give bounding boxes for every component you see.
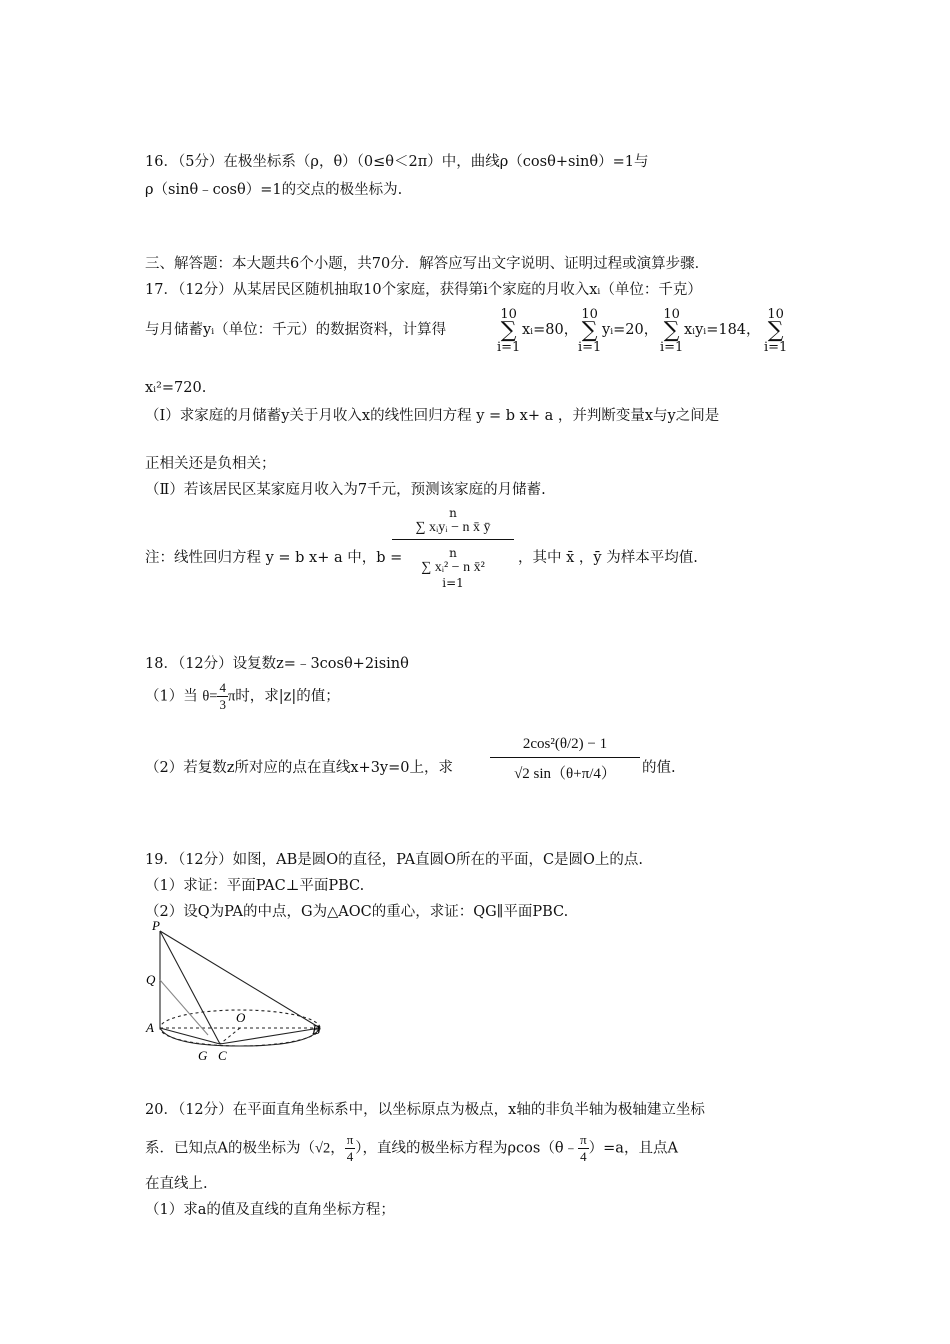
- q20-l2-mid: ），直线的极坐标方程为ρcos（θ﹣: [355, 1140, 579, 1157]
- q17-note-suffix: ，其中 x̄ ，ȳ 为样本平均值.: [518, 550, 698, 566]
- b-formula: n ∑ xᵢyᵢ − n x̄ ȳ n ∑ xᵢ² − n x̄² i=1: [392, 506, 514, 590]
- q18-pi: π: [227, 688, 236, 705]
- q20-line3: 在直线上.: [145, 1176, 208, 1192]
- sum-4: 10 ∑ i=1: [764, 307, 788, 355]
- q18-part2-suffix: 的值.: [642, 760, 676, 776]
- q20-frac-a: $\frac{\pi}{4}$: [346, 1132, 354, 1164]
- q20-line4: （1）求a的值及直线的直角坐标方程；: [145, 1202, 395, 1218]
- sum-2: 10 ∑ i=1: [578, 307, 602, 355]
- q18-expr-den: √2 sin（θ+π/4）: [514, 766, 616, 782]
- sum-2-term: yᵢ=20，: [602, 322, 659, 338]
- q17-part2: （Ⅱ）若该居民区某家庭月收入为7千元，预测该家庭的月储蓄.: [145, 482, 546, 498]
- q19-line2: （1）求证：平面PAC⊥平面PBC.: [145, 878, 365, 894]
- q17-part1: （Ⅰ）求家庭的月储蓄y关于月收入x的线性回归方程 y = b x+ a ，并判断变量x与y之间是: [145, 408, 720, 424]
- formula-index: i=1: [442, 576, 464, 590]
- q17-note: 注：线性回归方程 y = b x+ a 中，b =: [145, 550, 403, 566]
- label-q: Q: [146, 972, 156, 987]
- label-o: O: [236, 1010, 246, 1025]
- q18-part2: （2）若复数z所对应的点在直线x+3y=0上，求: [145, 760, 453, 776]
- circle-front: [160, 1028, 320, 1046]
- q18-p1-prefix: （1）当: [145, 688, 198, 705]
- q17-line3: xᵢ²=720.: [145, 380, 207, 396]
- formula-n: n: [449, 506, 457, 520]
- q18-part1: [145, 680, 340, 713]
- formula-denominator: ∑ xᵢ² − n x̄²: [421, 560, 485, 575]
- q18-expr-num: 2cos²(θ/2) − 1: [490, 736, 640, 758]
- q17-line2: [145, 318, 446, 339]
- geometry-figure: [140, 918, 330, 1068]
- q20-frac-b: $\frac{\pi}{4}$: [580, 1132, 587, 1164]
- q16-line2: ρ（sinθ﹣cosθ）=1的交点的极坐标为.: [145, 182, 403, 198]
- sum-3: 10 ∑ i=1: [660, 307, 684, 355]
- q17-part1-cont: 正相关还是负相关；: [145, 456, 276, 472]
- q19-line3: （2）设Q为PA的中点，G为△AOC的重心，求证：QG∥平面PBC.: [145, 904, 569, 920]
- label-p: P: [152, 918, 160, 933]
- sum-3-term: xᵢyᵢ=184，: [684, 322, 761, 338]
- sum-1-term: xᵢ=80，: [522, 322, 579, 338]
- q20-line2: 系．已知点A的极坐标为（√2， $\frac{\pi}{4}$ ），直线的极坐标方程为ρcos（θ﹣ $\frac{\pi}{4}$ ）=a，且点A: [145, 1132, 678, 1164]
- q18-fraction: $\frac{4}{3}$: [219, 680, 226, 712]
- q18-expr: [490, 736, 640, 783]
- q16-line1: 16．（5分）在极坐标系（ρ，θ）（0≤θ＜2π）中，曲线ρ（cosθ+sinθ）=1与: [145, 154, 649, 170]
- q19-line1: 19．（12分）如图，AB是圆O的直径，PA直圆O所在的平面，C是圆O上的点.: [145, 852, 644, 868]
- q18-p1-suffix: 时，求|z|的值；: [235, 688, 340, 705]
- q20-l2-prefix: 系．已知点A的极坐标为（: [145, 1140, 315, 1157]
- line-cb: [220, 1028, 320, 1044]
- label-c: C: [218, 1048, 227, 1063]
- sum-upper: 10: [500, 307, 517, 322]
- sum-1: 10 ∑ i=1: [497, 307, 521, 355]
- q20-line1: 20．（12分）在平面直角坐标系中，以坐标原点为极点，x轴的非负半轴为极轴建立坐标: [145, 1102, 705, 1118]
- sum-lower: i=1: [497, 339, 521, 355]
- section-heading: 三、解答题：本大题共6个小题，共70分．解答应写出文字说明、证明过程或演算步骤．: [145, 256, 710, 272]
- q18-theta: θ=: [202, 688, 218, 705]
- q18-line1: 18．（12分）设复数z=﹣3cosθ+2isinθ: [145, 656, 409, 672]
- q17-line1: 17．（12分）从某居民区随机抽取10个家庭，获得第i个家庭的月收入xᵢ（单位：千克）: [145, 282, 702, 298]
- q17-line2-text: 与月储蓄yᵢ（单位：千元）的数据资料，计算得: [145, 322, 447, 338]
- line-pc: [160, 931, 220, 1044]
- q20-sqrt2: √2: [314, 1140, 331, 1157]
- label-b: B: [312, 1022, 320, 1037]
- label-a: A: [146, 1020, 154, 1035]
- q20-l2-suffix: ）=a，且点A: [588, 1140, 678, 1157]
- label-g: G: [198, 1048, 208, 1063]
- formula-numerator: ∑ xᵢyᵢ − n x̄ ȳ: [392, 520, 514, 540]
